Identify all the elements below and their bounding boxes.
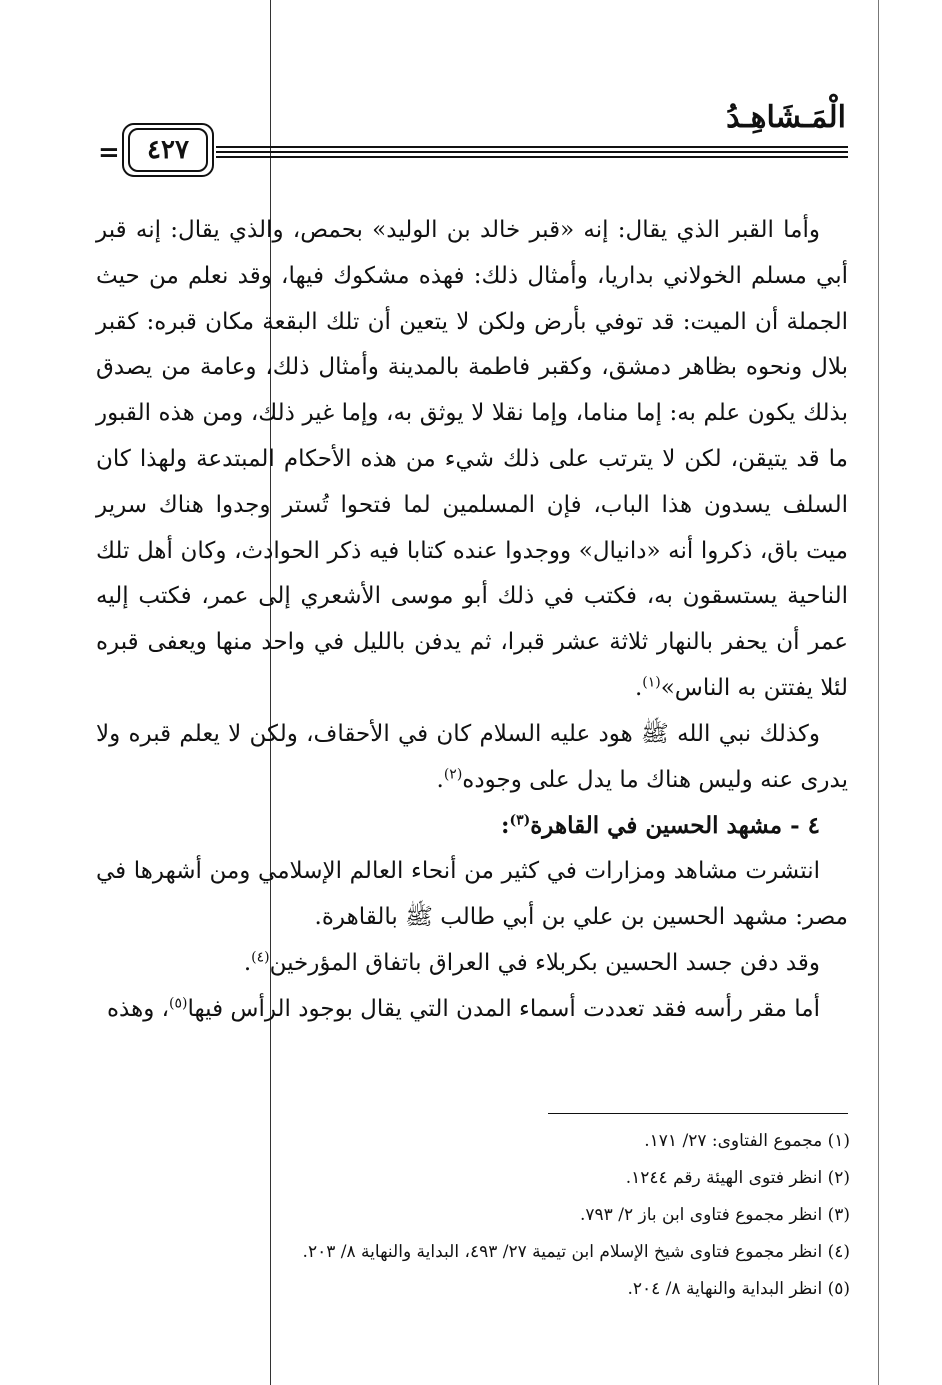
running-title: الْمَـشَاهِـدُ: [726, 100, 846, 135]
paragraph: انتشرت مشاهد ومزارات في كثير من أنحاء العالم الإسلامي ومن أشهرها في مصر: مشهد الحسين بن علي بن أبي طالب ﷺ بالقاهرة.: [96, 858, 848, 930]
footnote: (٢) انظر فتوى الهيئة رقم ١٢٤٤.: [625, 1168, 850, 1188]
footnote-ref: (٢): [443, 765, 463, 782]
footnotes: [110, 1123, 850, 1308]
scan-edge-line: [878, 0, 879, 1385]
footnote-ref: (٤): [251, 949, 270, 966]
footnote: (١) مجموع الفتاوى: ٢٧/ ١٧١.: [644, 1131, 850, 1151]
paragraph: وقد دفن جسد الحسين بكربلاء في العراق باتفاق المؤرخين$^{(٤)}$.: [243, 949, 820, 976]
footnote: (٣) انظر مجموع فتاوى ابن باز ٢/ ٧٩٣.: [579, 1205, 850, 1225]
footnote-ref: (١): [642, 674, 661, 691]
header-rule: [216, 151, 848, 153]
paragraph: وأما القبر الذي يقال: إنه «قبر خالد بن الوليد» بحمص، والذي يقال: إنه قبر أبي مسلم الخولاني بداريا، وأمثال ذلك: فهذه مشكوك فيها، وقد نعلم من حيث الجملة أن الميت: قد توفي بأرض ولكن لا يتعين أن تلك البقعة مكان قبره: كقبر بلال ونحوه بظاهر دمشق، وكقبر فاطمة بالمدينة وأمثال ذلك، وعامة من يصدق بذلك يكون علم به: إما مناما، وإما نقلا لا يوثق به، وإما غير ذلك، ومن هذه القبور ما قد يتيقن، لكن لا يترتب على ذلك شيء من هذه الأحكام المبتدعة ولهذا كان السلف يسدون هذا الباب، فإن المسلمين لما فتحوا تُستر وجدوا هناك سرير ميت باق، ذكروا أنه «دانيال» ووجدوا عنده كتابا فيه ذكر الحوادث، وكان أهل تلك الناحية يستسقون به، فكتب في ذلك أبو موسى الأشعري إلى عمر، فكتب إليه عمر أن يحفر بالنهار ثلاثة عشر قبرا، ثم يدفن بالليل في واحد منها ويعفى قبره لئلا يفتتن به الناس»$^{(١)}$.: [96, 217, 848, 701]
header-rule: [216, 156, 848, 158]
header-rule: [216, 146, 848, 148]
footnote: (٤) انظر مجموع فتاوى شيخ الإسلام ابن تيمية ٢٧/ ٤٩٣، البداية والنهاية ٨/ ٢٠٣.: [302, 1242, 850, 1262]
footnote-ref: (٥): [169, 994, 188, 1011]
footnote: (٥) انظر البداية والنهاية ٨/ ٢٠٤.: [627, 1279, 850, 1299]
page-header: [0, 0, 942, 200]
footnote-separator: [548, 1113, 848, 1114]
page-number: ٤٢٧: [128, 128, 208, 172]
paragraph: وكذلك نبي الله ﷺ هود عليه السلام كان في الأحقاف، ولكن لا يعلم قبره ولا يدرى عنه وليس هناك ما يدل على وجوده$^{(٢)}$.: [96, 720, 848, 793]
header-mark: =: [98, 138, 120, 168]
paragraph: أما مقر رأسه فقد تعددت أسماء المدن التي يقال بوجود الرأس فيها$^{(٥)}$، وهذه: [106, 994, 820, 1022]
main-text: [96, 208, 848, 1032]
section-heading: ٤ - مشهد الحسين في القاهرة$^{(٣)}$:: [500, 812, 820, 840]
footnote-ref: (٣): [509, 812, 531, 829]
